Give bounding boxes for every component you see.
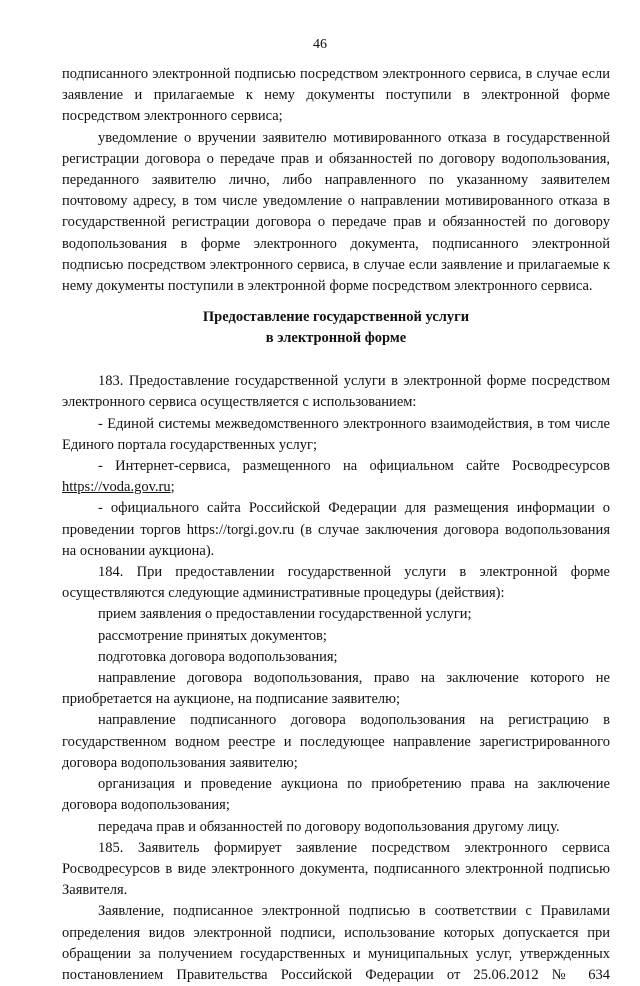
list-item-internet-service <box>62 456 610 498</box>
procedure-item: организация и проведение аукциона по приобретению права на заключение договора водопользования; <box>62 776 610 814</box>
internet-service-end: ; <box>170 479 175 496</box>
section-heading-line1: Предоставление государственной услуги <box>202 309 470 326</box>
page-number: 46 <box>313 37 327 52</box>
procedure-item: направление подписанного договора водопользования на регистрацию в государственном водном реестре и последующее направление зарегистрированного договора водопользования заявителю; <box>62 712 610 771</box>
voda-gov-link[interactable]: https://voda.gov.ru <box>62 479 171 496</box>
procedure-item: передача прав и обязанностей по договору водопользования другому лицу. <box>98 818 560 835</box>
procedure-item: подготовка договора водопользования; <box>98 648 338 665</box>
procedure-item: прием заявления о предоставлении государственной услуги; <box>98 606 472 623</box>
paragraph-183: 183. Предоставление государственной услуги в электронной форме посредством электронного сервиса осуществляется с использованием: <box>62 373 610 411</box>
list-item-smev: - Единой системы межведомственного электронного взаимодействия, в том числе Единого портала государственных услуг; <box>62 415 610 453</box>
paragraph-185: 185. Заявитель формирует заявление посредством электронного сервиса Росводресурсов в виде электронного документа, подписанного электронной подписью Заявителя. <box>62 839 610 899</box>
document-body <box>62 64 610 986</box>
internet-service-text: - Интернет-сервиса, размещенного на официальном сайте Росводресурсов <box>98 458 610 475</box>
paragraph-refusal-notice: уведомление о вручении заявителю мотивированного отказа в государственной регистрации договора о передаче прав и обязанностей по договору водопользования, переданного заявителю лично, либо направленного по указанному заявителем почтовому адресу, в том числе уведомление о направлении мотивированного отказа в государственной регистрации договора о передаче прав и обязанностей по договору водопользования в форме электронного документа, подписанного электронной подписью посредством электронного сервиса, в случае если заявление и прилагаемые к нему документы поступили в электронной форме посредством электронного сервиса. <box>62 129 610 295</box>
procedure-item: рассмотрение принятых документов; <box>98 627 327 644</box>
list-item-torgi-site: - официального сайта Российской Федерации для размещения информации о проведении торгов https://torgi.gov.ru (в случае заключения договора водопользования на основании аукциона). <box>62 500 610 559</box>
paragraph-184: 184. При предоставлении государственной услуги в электронной форме осуществляются следующие административные процедуры (действия): <box>62 564 610 602</box>
paragraph-signature-rules: Заявление, подписанное электронной подписью в соответствии с Правилами определения видов электронной подписи, использование которых допускается при обращении за получением государственных и муниципальных услуг, утвержденных постановлением Правительства Российской Федерации от 25.06.2012 № 634 <box>62 903 610 983</box>
paragraph-continuation: подписанного электронной подписью посредством электронного сервиса, в случае если заявление и прилагаемые к нему документы поступили в электронной форме посредством электронного сервиса; <box>62 66 610 125</box>
procedure-item: направление договора водопользования, право на заключение которого не приобретается на аукционе, на подписание заявителю; <box>62 670 610 708</box>
section-heading <box>62 307 610 349</box>
section-heading-line2: в электронной форме <box>265 330 407 347</box>
